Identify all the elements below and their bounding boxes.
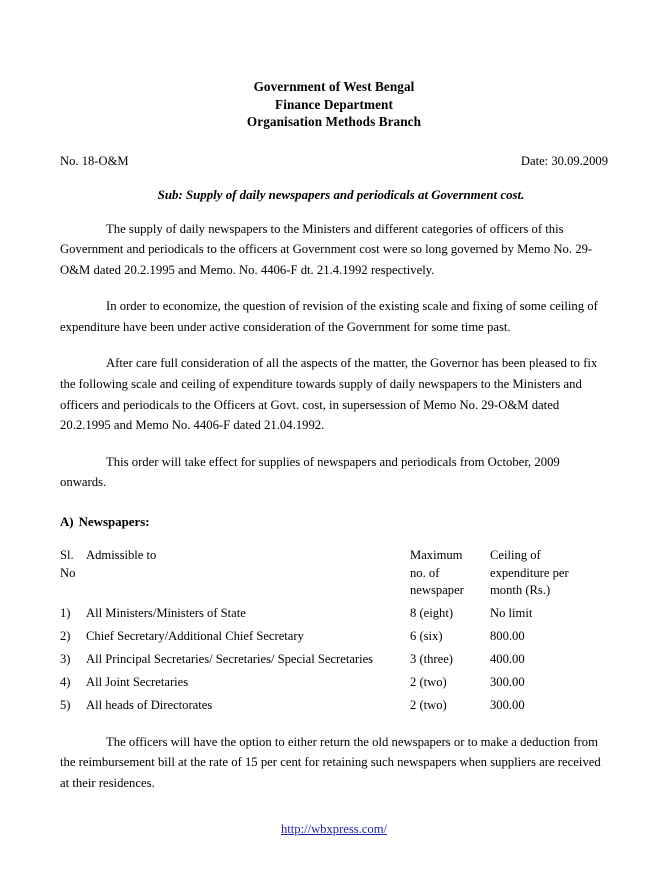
header-line-department: Finance Department xyxy=(275,96,393,112)
row-maximum-no: 6 (six) xyxy=(410,628,443,643)
wbxpress-link[interactable]: http://wbxpress.com/ xyxy=(281,821,387,836)
row-ceiling: 400.00 xyxy=(490,651,525,666)
row-ceiling: No limit xyxy=(490,605,533,620)
paragraph-4: This order will take effect for supplies of newspapers and periodicals from October, 2009 onwards. xyxy=(60,454,560,490)
table-header-ceiling-line2: expenditure per xyxy=(490,565,569,580)
table-header-maximum-no-line1: Maximum xyxy=(410,548,463,563)
table-row xyxy=(60,671,608,694)
row-sl-no: 2) xyxy=(60,628,71,643)
document-header xyxy=(60,78,608,131)
row-admissible-to: All heads of Directorates xyxy=(86,697,213,712)
row-admissible-to: All Ministers/Ministers of State xyxy=(86,605,246,620)
table-header-admissible-to xyxy=(86,547,410,602)
row-maximum-no: 8 (eight) xyxy=(410,605,454,620)
table-row xyxy=(60,602,608,625)
table-row xyxy=(60,694,608,717)
header-line-government: Government of West Bengal xyxy=(253,79,415,94)
table-header-sl-no xyxy=(60,547,86,602)
row-sl-no: 1) xyxy=(60,605,71,620)
memo-number: No. 18-O&M xyxy=(60,153,129,168)
section-label: A) xyxy=(60,515,74,530)
table-row xyxy=(60,648,608,671)
row-sl-no: 3) xyxy=(60,651,71,666)
table-header-ceiling xyxy=(490,547,608,602)
row-sl-no: 5) xyxy=(60,697,71,712)
footer-link-container xyxy=(60,820,608,838)
section-heading-newspapers xyxy=(60,513,608,531)
paragraph-3: After care full consideration of all the aspects of the matter, the Governor has been pleased to fix the following scale and ceiling of expenditure towards supply of daily newspapers to the Ministers and officers and periodicals to the Officers at Govt. cost, in supersession of Memo No. 29-O&M dated 20.2.1995 and Memo No. 4406-F dated 21.04.1992. xyxy=(60,356,598,433)
table-header-maximum-no-line3: newspaper xyxy=(410,583,464,598)
row-maximum-no: 3 (three) xyxy=(410,651,454,666)
table-header-row xyxy=(60,547,608,602)
row-ceiling: 300.00 xyxy=(490,697,525,712)
row-maximum-no: 2 (two) xyxy=(410,697,447,712)
table-header-admissible-to-line1: Admissible to xyxy=(86,548,157,563)
table-header-ceiling-line1: Ceiling of xyxy=(490,548,541,563)
subject-line: Sub: Supply of daily newspapers and periodicals at Government cost. xyxy=(157,187,525,202)
row-ceiling: 300.00 xyxy=(490,674,525,689)
paragraph-2: In order to economize, the question of revision of the existing scale and fixing of some ceiling of expenditure have been under active consideration of the Government for some time past. xyxy=(60,299,598,334)
memo-date: Date: 30.09.2009 xyxy=(520,153,608,168)
row-ceiling: 800.00 xyxy=(490,628,525,643)
table-header-maximum-no xyxy=(410,547,490,602)
header-line-branch: Organisation Methods Branch xyxy=(246,114,422,129)
row-admissible-to: All Principal Secretaries/ Secretaries/ Special Secretaries xyxy=(86,651,374,666)
newspaper-entitlement-table xyxy=(60,547,608,717)
memo-reference-row xyxy=(60,153,608,169)
row-admissible-to: All Joint Secretaries xyxy=(86,674,189,689)
table-header-ceiling-line3: month (Rs.) xyxy=(490,583,551,598)
row-maximum-no: 2 (two) xyxy=(410,674,447,689)
closing-paragraph: The officers will have the option to either return the old newspapers or to make a deduction from the reimbursement bill at the rate of 15 per cent for retaining such newspapers when suppliers are received at their residences. xyxy=(60,734,601,790)
row-admissible-to: Chief Secretary/Additional Chief Secretary xyxy=(86,628,304,643)
table-header-maximum-no-line2: no. of xyxy=(410,565,440,580)
paragraph-1: The supply of daily newspapers to the Ministers and different categories of officers of this Government and periodicals to the officers at Government cost were so long governed by Memo No. 29-O&M dated 20.2.1995 and Memo. No. 4406-F dt. 21.4.1992 respectively. xyxy=(60,221,593,277)
table-row xyxy=(60,625,608,648)
section-title: Newspapers: xyxy=(78,515,150,530)
row-sl-no: 4) xyxy=(60,674,71,689)
document-content xyxy=(60,78,608,838)
table-header-sl-no-line1: Sl. xyxy=(60,548,74,563)
table-header-sl-no-line2: No xyxy=(60,565,76,580)
